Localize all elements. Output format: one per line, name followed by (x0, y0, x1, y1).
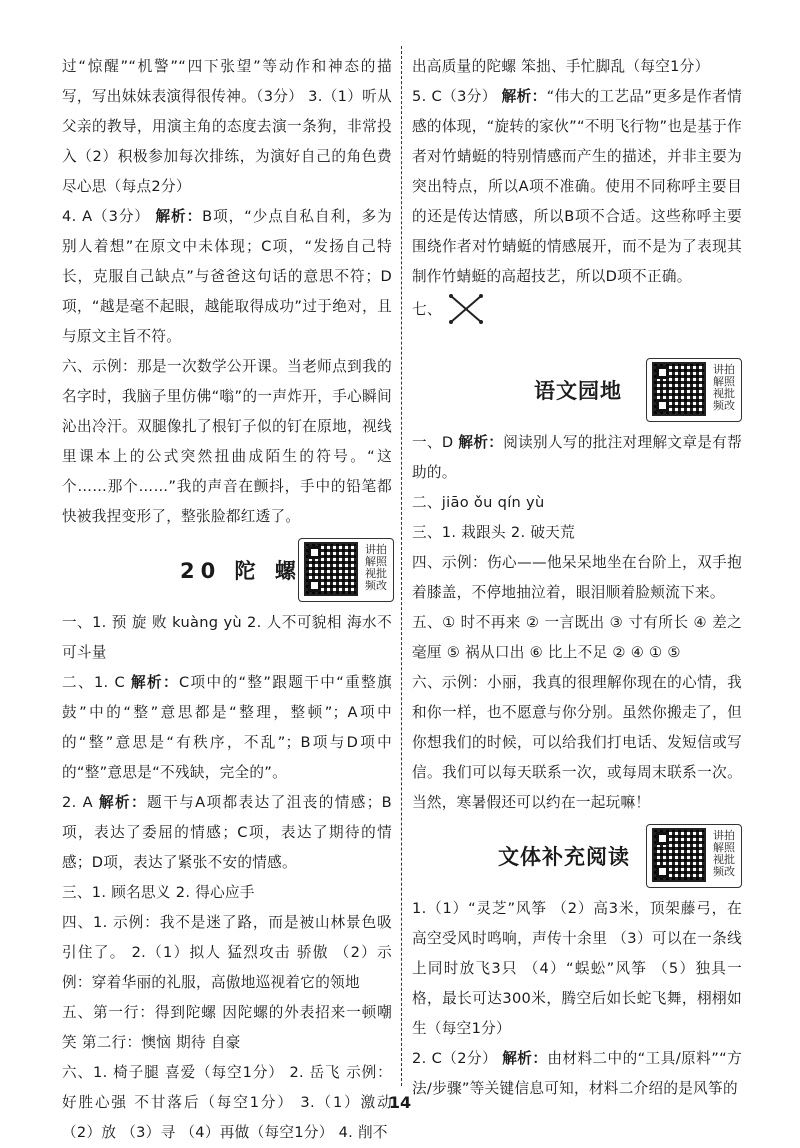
analysis-text: 题干与A项都表达了沮丧的情感；B项，表达了委屈的情感；C项，表达了期待的情感；D项，表达了紧张不安的情感。 (62, 794, 392, 871)
answer-paragraph: 一、1. 预 旋 败 kuàng yù 2. 人不可貌相 海水不可斗量 (62, 614, 392, 661)
qr-code-icon[interactable] (652, 828, 706, 882)
analysis-text: 阅读别人写的批注对理解文章是有帮助的。 (412, 434, 743, 481)
answer-paragraph: 三、1. 栽跟头 2. 破天荒 (412, 524, 576, 541)
question-number: 七、 (412, 301, 442, 318)
answer-paragraph: 二、jiāo ǒu qín yù (412, 494, 545, 511)
question-number: 5. C（3分） (412, 88, 497, 105)
analysis-label: 解析： (502, 1050, 548, 1067)
answer-paragraph: 四、1. 示例：我不是迷了路，而是被山林景色吸引住了。 2.（1）拟人 猛烈攻击 骄傲 （2）示例：穿着华丽的礼服，高傲地巡视着它的领地 (62, 914, 392, 991)
answer-paragraph (62, 788, 392, 878)
answer-paragraph: 1.（1）“灵芝”风筝 （2）高3米，顶架藤弓，在高空受风时鸣响，声传十余里 （3）可以在一条线上同时放飞3只 （4）“蜈蚣”风筝 （5）独具一格，最长可达300米，腾空后如长蛇飞舞，栩栩如生（每空1分） (412, 900, 742, 1037)
analysis-text: C项中的“整”跟题干中“重整旗鼓”中的“整”意思都是“整理，整顿”；A项中的“整”意思是“有秩序，不乱”；B项与D项中的“整”意思是“不残缺，完全的”。 (62, 674, 392, 781)
answer-paragraph: 六、1. 椅子腿 喜爱（每空1分） 2. 岳飞 示例：好胜心强 不甘落后（每空1分） 3.（1）激动 （2）放 （3）寻 （4）再做（每空1分） 4. 削不 (62, 1064, 392, 1141)
qr-code-icon[interactable] (304, 542, 358, 596)
question-number: 2. C（2分） (412, 1050, 498, 1067)
answer-paragraph: 五、① 时不再来 ② 一言既出 ③ 寸有所长 ④ 差之毫厘 ⑤ 祸从口出 ⑥ 比上不足 ② ④ ① ⑤ (412, 614, 742, 661)
section-title: 语文园地 (534, 379, 622, 403)
section-heading (62, 538, 392, 602)
section-title: 文体补充阅读 (498, 845, 630, 869)
answer-paragraph: 出高质量的陀螺 笨拙、手忙脚乱（每空1分） (412, 58, 710, 75)
section-heading (412, 824, 742, 888)
analysis-label: 解析： (98, 794, 148, 811)
right-column (412, 52, 742, 1104)
question-number: 2. A (62, 794, 93, 811)
answer-paragraph: 三、1. 顾名思义 2. 得心应手 (62, 884, 255, 901)
qr-caption: 讲拍解照视批频改 (713, 829, 735, 878)
analysis-label: 解析： (458, 434, 504, 451)
analysis-text: “伟大的工艺品”更多是作者情感的体现，“旋转的家伙”“不明飞行物”也是基于作者对竹蜻蜓的特别情感而产生的描述，并非主要为突出特点，所以A项不准确。使用不同称呼主要目的还是传达情感，所以B项不合适。这些称呼主要围绕作者对竹蜻蜓的情感展开，而不是为了表现其制作竹蜻蜓的高超技艺，所以D项不正确。 (412, 88, 742, 285)
question-number: 一、D (412, 434, 454, 451)
qr-caption: 讲拍解照视批频改 (713, 363, 735, 412)
column-divider (401, 46, 402, 1086)
analysis-label: 解析： (131, 674, 179, 691)
answer-paragraph: 过“惊醒”“机警”“四下张望”等动作和神态的描写，写出妹妹表演得很传神。（3分） 3.（1）听从父亲的教导，用演主角的态度去演一条狗，非常投入（2）积极参加每次排练，为演好自己的角色费尽心思（每点2分） (62, 58, 392, 195)
answer-paragraph: 五、第一行：得到陀螺 因陀螺的外表招来一顿嘲笑 第二行：懊恼 期待 自豪 (62, 1004, 392, 1051)
answer-paragraph: 六、示例：那是一次数学公开课。当老师点到我的名字时，我脑子里仿佛“嗡”的一声炸开，手心瞬间沁出冷汗。双腿像扎了根钉子似的钉在原地，视线里课本上的公式突然扭曲成陌生的符号。“这个……那个……”我的声音在颤抖，手中的铅笔都快被我捏变形了，整张脸都红透了。 (62, 358, 392, 525)
analysis-text: 由材料二中的“工具/原料”“方法/步骤”等关键信息可知，材料二介绍的是风筝的 (412, 1050, 742, 1097)
analysis-label: 解析： (155, 208, 203, 225)
matching-lines-icon (447, 292, 487, 328)
page-number: 14 (388, 1093, 412, 1112)
question-number: 4. A（3分） (62, 208, 150, 225)
analysis-text: B项，“少点自私自利，多为别人着想”在原文中未体现；C项，“发扬自己特长，克服自己缺点”与爸爸这句话的意思不符；D项，“越是毫不起眼，越能取得成功”过于绝对，且与原文主旨不符。 (62, 208, 392, 345)
qr-caption: 讲拍解照视批频改 (365, 543, 387, 592)
answer-paragraph (412, 82, 742, 292)
answer-paragraph: 六、示例：小丽，我真的很理解你现在的心情，我和你一样，也不愿意与你分别。虽然你搬走了，但你想我们的时候，可以给我们打电话、发短信或写信。我们可以每天联系一次，或每周末联系一次。当然，寒暑假还可以约在一起玩嘛！ (412, 674, 742, 811)
section-title: 20 陀 螺 (180, 559, 302, 583)
answer-paragraph (412, 428, 742, 488)
left-column (62, 52, 392, 1148)
answer-paragraph (62, 202, 392, 352)
answer-paragraph: 四、示例：伤心——他呆呆地坐在台阶上，双手抱着膝盖，不停地抽泣着，眼泪顺着脸颊流下来。 (412, 554, 742, 601)
answer-paragraph (62, 668, 392, 788)
question-number: 二、1. C (62, 674, 125, 691)
analysis-label: 解析： (501, 88, 547, 105)
answer-paragraph (412, 292, 742, 352)
section-heading (412, 358, 742, 422)
qr-code-icon[interactable] (652, 362, 706, 416)
